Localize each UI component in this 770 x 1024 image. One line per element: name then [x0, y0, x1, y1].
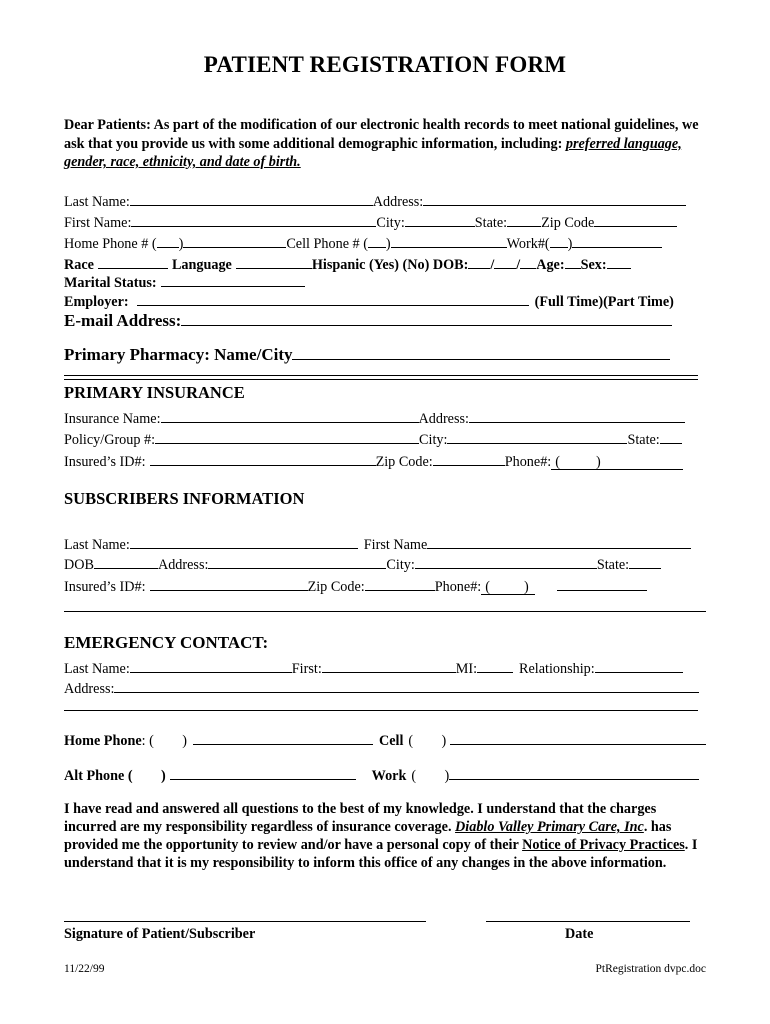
policy-group-field[interactable]	[155, 428, 419, 444]
first-name-label: First Name:	[64, 215, 132, 231]
clinic-name: Diablo Valley Primary Care, Inc	[455, 819, 644, 835]
signature-line[interactable]	[64, 921, 426, 922]
work-paren: )	[567, 236, 573, 252]
work-area[interactable]	[550, 232, 568, 248]
dob-month[interactable]	[468, 253, 490, 269]
subscriber-state-field[interactable]	[629, 553, 661, 569]
row-subscriber-id	[64, 575, 704, 595]
insurance-zip-field[interactable]	[433, 450, 505, 466]
form-title: PATIENT REGISTRATION FORM	[203, 52, 567, 77]
acknowledgement-text-2: . has provided me the opportunity to review and/or have a personal copy of their	[64, 819, 672, 853]
insurance-name-label: Insurance Name:	[64, 411, 161, 427]
subscriber-last-name-field[interactable]	[130, 533, 358, 549]
insurance-phone-close: )	[595, 454, 601, 470]
emergency-last-name-label: Last Name:	[64, 661, 130, 677]
subscriber-dob-label: DOB	[64, 557, 94, 573]
row-race-dob	[64, 253, 704, 273]
subscriber-dob-field[interactable]	[94, 553, 158, 569]
cell-phone-area[interactable]	[368, 232, 386, 248]
language-label: Language	[171, 257, 232, 273]
subscriber-first-name-field[interactable]	[427, 533, 691, 549]
sex-label: Sex:	[580, 257, 607, 273]
emergency-mi-label: MI:	[455, 661, 478, 677]
emergency-cell-field[interactable]	[450, 729, 706, 745]
row-first-city	[64, 211, 704, 231]
age-label: Age:	[536, 257, 565, 273]
cell-phone-paren: )	[385, 236, 391, 252]
emergency-home-phone-label: Home Phone	[64, 733, 142, 749]
subscriber-heading: SUBSCRIBERS INFORMATION	[64, 489, 305, 508]
hispanic-label: Hispanic (Yes) (No) DOB:	[311, 257, 469, 273]
acknowledgement-text-3: . I understand that it is my responsibility to inform this office of any changes in the above information.	[64, 837, 698, 871]
zip-label: Zip Code	[541, 215, 595, 231]
subscriber-phone-field[interactable]	[557, 575, 647, 591]
sex-field[interactable]	[607, 253, 631, 269]
work-field[interactable]	[572, 232, 662, 248]
row-name-address	[64, 190, 704, 210]
dob-day[interactable]	[494, 253, 516, 269]
row-subscriber-dob	[64, 553, 704, 573]
emergency-mi-field[interactable]	[477, 657, 513, 673]
zip-field[interactable]	[594, 211, 677, 227]
emergency-home-phone-area[interactable]: : ( )	[141, 733, 187, 749]
city-field[interactable]	[405, 211, 475, 227]
cell-phone-label: Cell Phone # (	[286, 236, 368, 252]
row-policy	[64, 428, 704, 448]
emergency-alt-phone-label: Alt Phone ( )	[64, 768, 166, 784]
insurance-city-field[interactable]	[447, 428, 627, 444]
divider-line	[64, 379, 698, 380]
email-field[interactable]	[181, 308, 672, 326]
insured-id-field[interactable]	[150, 450, 376, 466]
insurance-address-field[interactable]	[469, 407, 685, 423]
emergency-work-label: Work	[371, 768, 407, 784]
age-field[interactable]	[565, 253, 581, 269]
subscriber-city-label: City:	[386, 557, 415, 573]
emergency-relationship-field[interactable]	[595, 657, 683, 673]
row-subscriber-name	[64, 533, 704, 553]
emergency-cell-label: Cell	[378, 733, 404, 749]
intro-emphasis: preferred language, gender, race, ethnicity, and date of birth.	[64, 135, 682, 170]
row-phones	[64, 232, 704, 252]
dob-sep-1: /	[490, 257, 495, 273]
emergency-alt-phone-field[interactable]	[170, 764, 356, 780]
subscriber-phone-open: (	[485, 579, 490, 595]
home-phone-area[interactable]	[157, 232, 179, 248]
privacy-notice-link: Notice of Privacy Practices	[522, 837, 685, 853]
employer-label: Employer:	[64, 294, 129, 310]
subscriber-phone-label: Phone#:	[434, 579, 482, 595]
insurance-phone-label: Phone#:	[504, 454, 552, 470]
subscriber-address-label: Address:	[157, 557, 209, 573]
emergency-first-label: First:	[291, 661, 322, 677]
divider-line	[64, 611, 706, 612]
race-field[interactable]	[98, 253, 168, 269]
insurance-phone-field[interactable]	[551, 454, 683, 470]
row-insured-id	[64, 450, 704, 470]
policy-group-label: Policy/Group #:	[64, 432, 156, 448]
emergency-relationship-label: Relationship:	[519, 661, 595, 677]
subscriber-address-field[interactable]	[208, 553, 386, 569]
emergency-work-field[interactable]	[449, 764, 699, 780]
insurance-state-field[interactable]	[660, 428, 682, 444]
emergency-heading: EMERGENCY CONTACT:	[64, 633, 269, 652]
subscriber-zip-field[interactable]	[365, 575, 435, 591]
home-phone-field[interactable]	[183, 232, 286, 248]
acknowledgement-text-1: I have read and answered all questions to the best of my knowledge. I understand that the charges incurred are my responsibility regardless of insurance coverage.	[64, 801, 657, 835]
insurance-zip-label: Zip Code:	[375, 454, 433, 470]
subscriber-last-name-label: Last Name:	[64, 537, 130, 553]
row-marital	[64, 271, 704, 291]
signature-label: Signature of Patient/Subscriber	[64, 926, 256, 942]
subscriber-city-field[interactable]	[415, 553, 597, 569]
subscriber-state-label: State:	[596, 557, 630, 573]
intro-text: Dear Patients: As part of the modification of our electronic health records to meet national guidelines, we ask that you provide us with some additional demographic information, including:	[64, 117, 699, 152]
footer-date: 11/22/99	[64, 963, 105, 975]
pharmacy-field[interactable]	[292, 342, 670, 360]
subscriber-phone-area[interactable]	[481, 579, 535, 595]
insurance-address-label: Address:	[418, 411, 469, 427]
insurance-phone-open: (	[555, 454, 560, 470]
home-phone-paren: )	[178, 236, 184, 252]
subscriber-zip-label: Zip Code:	[307, 579, 365, 595]
insured-id-label: Insured’s ID#:	[64, 454, 146, 470]
cell-phone-field[interactable]	[391, 232, 507, 248]
row-emergency-phones	[64, 729, 704, 749]
subscriber-phone-close: )	[523, 579, 529, 595]
insurance-city-label: City:	[419, 432, 448, 448]
state-field[interactable]	[507, 211, 541, 227]
dob-year[interactable]	[520, 253, 536, 269]
emergency-first-field[interactable]	[322, 657, 456, 673]
row-employer	[64, 290, 704, 310]
footer-filename: PtRegistration dvpc.doc	[595, 963, 706, 975]
employer-field[interactable]	[137, 290, 529, 306]
dob-sep-2: /	[516, 257, 521, 273]
acknowledgement-paragraph	[64, 800, 709, 872]
date-label: Date	[565, 926, 594, 942]
emergency-address-label: Address:	[64, 681, 115, 697]
language-field[interactable]	[236, 253, 312, 269]
insurance-name-field[interactable]	[161, 407, 419, 423]
row-emergency-alt	[64, 764, 704, 784]
state-label: State:	[474, 215, 508, 231]
address-field[interactable]	[423, 190, 686, 206]
row-emergency-name	[64, 657, 704, 677]
employment-type-label: (Full Time)(Part Time)	[534, 294, 674, 310]
emergency-work-area[interactable]: ( )	[411, 768, 450, 784]
subscriber-id-field[interactable]	[150, 575, 308, 591]
row-insurance-name	[64, 407, 704, 427]
last-name-label: Last Name:	[64, 194, 130, 210]
last-name-field[interactable]	[130, 190, 373, 206]
emergency-last-name-field[interactable]	[130, 657, 292, 673]
date-line[interactable]	[486, 921, 690, 922]
home-phone-label: Home Phone # (	[64, 236, 157, 252]
primary-insurance-heading: PRIMARY INSURANCE	[64, 383, 245, 402]
emergency-home-phone-field[interactable]	[193, 729, 373, 745]
address-label: Address:	[372, 194, 424, 210]
emergency-address-line-2[interactable]	[64, 710, 698, 711]
email-label: E-mail Address:	[64, 311, 182, 330]
subscriber-first-name-label: First Name	[363, 537, 428, 553]
marital-status-field[interactable]	[161, 271, 305, 287]
emergency-cell-area[interactable]: ( )	[408, 733, 447, 749]
intro-paragraph	[64, 116, 704, 172]
work-label: Work#(	[506, 236, 550, 252]
city-label: City:	[376, 215, 405, 231]
row-pharmacy	[64, 342, 704, 362]
subscriber-id-label: Insured’s ID#:	[64, 579, 146, 595]
row-email	[64, 308, 704, 328]
row-emergency-address	[64, 677, 704, 697]
first-name-field[interactable]	[131, 211, 376, 227]
race-label: Race	[64, 257, 94, 273]
insurance-state-label: State:	[627, 432, 660, 448]
marital-status-label: Marital Status:	[64, 275, 157, 291]
divider-line	[64, 375, 698, 376]
emergency-address-field[interactable]	[114, 677, 699, 693]
pharmacy-label: Primary Pharmacy: Name/City	[64, 345, 293, 364]
